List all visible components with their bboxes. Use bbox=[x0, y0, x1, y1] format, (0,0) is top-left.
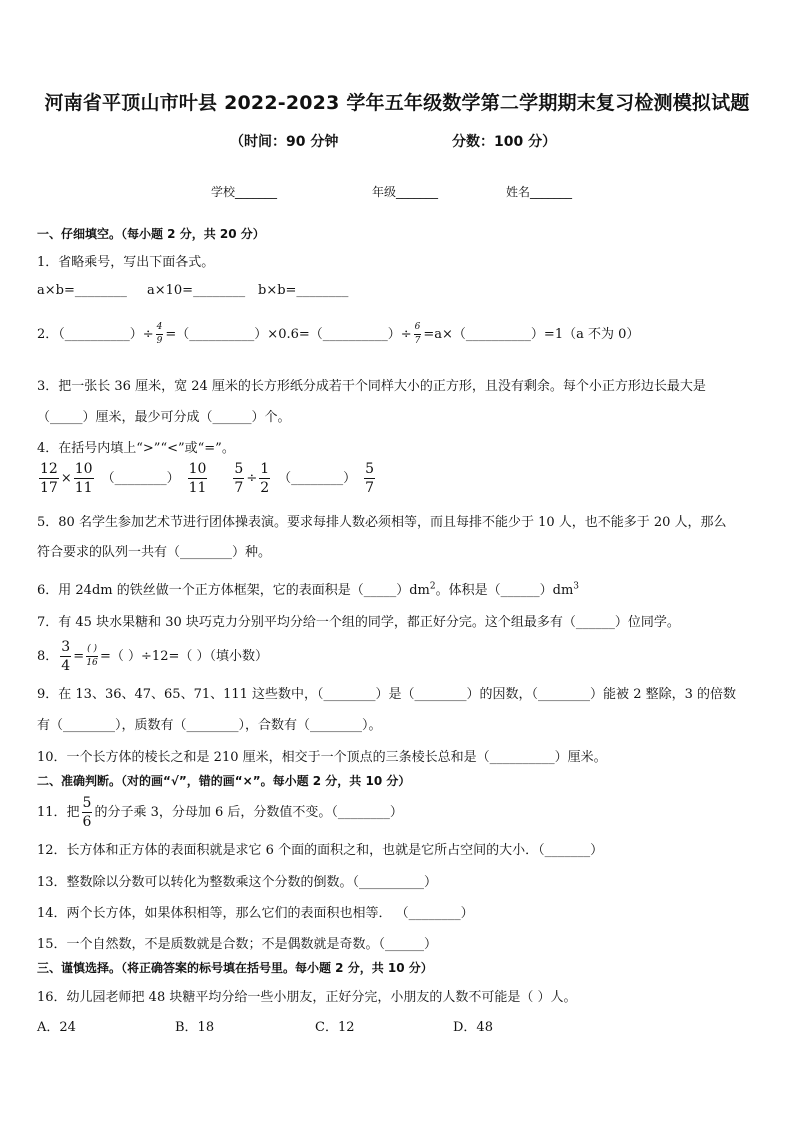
denominator: 11 bbox=[74, 480, 93, 496]
fraction bbox=[156, 323, 164, 346]
numerator: 5 bbox=[82, 795, 92, 811]
question-5-line-1: 5．80 名学生参加艺术节进行团体操表演。要求每排人数必须相等，而且每排不能少于 10 人，也不能多于 20 人，那么 bbox=[37, 515, 727, 530]
grade-field[interactable]: 年级_______ bbox=[372, 185, 439, 199]
section-2-heading: 二、准确判断。（对的画“√”，错的画“×”。每小题 2 分，共 10 分） bbox=[37, 774, 411, 788]
fraction bbox=[188, 462, 208, 495]
fraction bbox=[414, 323, 422, 346]
square-exponent: 2 bbox=[429, 581, 436, 592]
question-3-line-1: 3．把一张长 36 厘米，宽 24 厘米的长方形纸分成若干个同样大小的正方形，且没有剩余。每个小正方形边长最大是 bbox=[37, 379, 706, 394]
question-16: 16．幼儿园老师把 48 块糖平均分给一些小朋友，正好分完，小朋友的人数不可能是（ ）人。 bbox=[37, 990, 577, 1005]
denominator: 4 bbox=[61, 658, 71, 674]
numerator: 12 bbox=[40, 461, 58, 477]
denominator: 16 bbox=[86, 658, 98, 668]
section-3-heading: 三、谨慎选择。（将正确答案的标号填在括号里。每小题 2 分，共 10 分） bbox=[37, 961, 433, 975]
question-12[interactable]: 12．长方体和正方体的表面积就是求它 6 个面的面积之和，也就是它所占空间的大小．（_______） bbox=[37, 843, 604, 858]
denominator: 7 bbox=[414, 336, 421, 346]
question-9-line-1[interactable]: 9．在 13、36、47、65、71、111 这些数中，（________）是（________）的因数，（________）能被 2 整除，3 的倍数 bbox=[37, 687, 736, 702]
denominator: 9 bbox=[156, 336, 163, 346]
question-1-a[interactable]: a×b=________ bbox=[37, 283, 127, 298]
denominator: 7 bbox=[365, 480, 375, 496]
denominator: 6 bbox=[82, 814, 92, 830]
name-field[interactable]: 姓名_______ bbox=[506, 185, 573, 199]
question-5-line-2[interactable]: 符合要求的队列一共有（________）种。 bbox=[37, 545, 272, 560]
question-11[interactable] bbox=[37, 796, 403, 829]
question-4: 4．在括号内填上“>”“<”或“=”。 bbox=[37, 441, 235, 456]
fraction bbox=[82, 796, 93, 829]
question-6[interactable] bbox=[37, 579, 579, 598]
question-15[interactable]: 15．一个自然数，不是质数就是合数；不是偶数就是奇数。（______） bbox=[37, 937, 438, 952]
question-3-line-2[interactable]: （_____）厘米，最少可分成（______）个。 bbox=[37, 410, 291, 425]
question-8-number: 8． bbox=[37, 649, 59, 664]
option-b[interactable]: B．18 bbox=[175, 1020, 215, 1035]
section-1-heading: 一、仔细填空。（每小题 2 分，共 20 分） bbox=[37, 227, 265, 241]
numerator: 5 bbox=[234, 461, 244, 477]
numerator: ( ) bbox=[86, 645, 98, 657]
question-10[interactable]: 10．一个长方体的棱长之和是 210 厘米，相交于一个顶点的三条棱长总和是（__________）厘米。 bbox=[37, 750, 607, 765]
question-9-line-2[interactable]: 有（________），质数有（________），合数有（________）。 bbox=[37, 718, 382, 733]
option-c[interactable]: C．12 bbox=[315, 1020, 355, 1035]
denominator: 11 bbox=[188, 480, 207, 496]
school-field[interactable]: 学校_______ bbox=[211, 185, 278, 199]
numerator: 10 bbox=[188, 461, 207, 477]
numerator: 1 bbox=[260, 461, 270, 477]
question-8-rest: =（ ）÷12=（ ）（填小数） bbox=[100, 649, 268, 664]
question-2-part-a[interactable]: 2．（__________）÷ bbox=[37, 327, 154, 342]
numerator: 3 bbox=[61, 639, 71, 655]
fraction bbox=[259, 462, 270, 495]
times-sign: × bbox=[60, 471, 72, 486]
divide-sign: ÷ bbox=[246, 471, 258, 486]
fraction bbox=[39, 462, 59, 495]
fraction bbox=[86, 645, 98, 668]
question-1: 1．省略乘号，写出下面各式。 bbox=[37, 255, 215, 270]
numerator: 5 bbox=[365, 461, 375, 477]
question-1-b[interactable]: a×10=________ bbox=[147, 283, 246, 298]
cube-exponent: 3 bbox=[573, 581, 580, 592]
question-1-c[interactable]: b×b=________ bbox=[258, 283, 349, 298]
question-2-part-c[interactable]: =a×（__________）=1（a 不为 0） bbox=[423, 327, 640, 342]
denominator: 2 bbox=[260, 480, 270, 496]
option-a[interactable]: A．24 bbox=[37, 1020, 76, 1035]
question-6-part-a: 6．用 24dm 的铁丝做一个正方体框架，它的表面积是（_____）dm bbox=[37, 583, 430, 598]
answer-blank[interactable]: （________） bbox=[278, 471, 357, 486]
denominator: 17 bbox=[40, 480, 58, 496]
numerator: 6 bbox=[414, 323, 422, 335]
page-title: 河南省平顶山市叶县 2022-2023 学年五年级数学第二学期期末复习检测模拟试题 bbox=[44, 92, 750, 114]
question-4-row bbox=[37, 462, 377, 495]
fraction bbox=[60, 640, 71, 673]
question-13[interactable]: 13．整数除以分数可以转化为整数乘这个分数的倒数。（__________） bbox=[37, 875, 438, 890]
numerator: 4 bbox=[156, 323, 164, 335]
numerator: 10 bbox=[74, 461, 93, 477]
question-8[interactable] bbox=[37, 640, 268, 673]
question-11-part-b: 的分子乘 3，分母加 6 后，分数值不变。（________） bbox=[94, 805, 403, 820]
question-2-part-b[interactable]: =（__________）×0.6=（__________）÷ bbox=[165, 327, 412, 342]
exam-score: 分数：100 分） bbox=[452, 134, 557, 150]
fraction bbox=[233, 462, 244, 495]
question-6-part-b: 。体积是（______）dm bbox=[435, 583, 574, 598]
question-11-part-a: 11．把 bbox=[37, 805, 80, 820]
question-14[interactable]: 14．两个长方体，如果体积相等，那么它们的表面积也相等． （________） bbox=[37, 906, 474, 921]
fraction bbox=[74, 462, 94, 495]
answer-blank[interactable]: （________） bbox=[101, 471, 180, 486]
equals-sign: = bbox=[73, 649, 85, 664]
option-d[interactable]: D．48 bbox=[453, 1020, 493, 1035]
denominator: 7 bbox=[234, 480, 244, 496]
exam-time: （时间：90 分钟 bbox=[230, 134, 339, 150]
fraction bbox=[364, 462, 375, 495]
question-2 bbox=[37, 323, 639, 346]
question-7[interactable]: 7．有 45 块水果糖和 30 块巧克力分别平均分给一个组的同学，都正好分完。这个组最多有（______）位同学。 bbox=[37, 615, 680, 630]
